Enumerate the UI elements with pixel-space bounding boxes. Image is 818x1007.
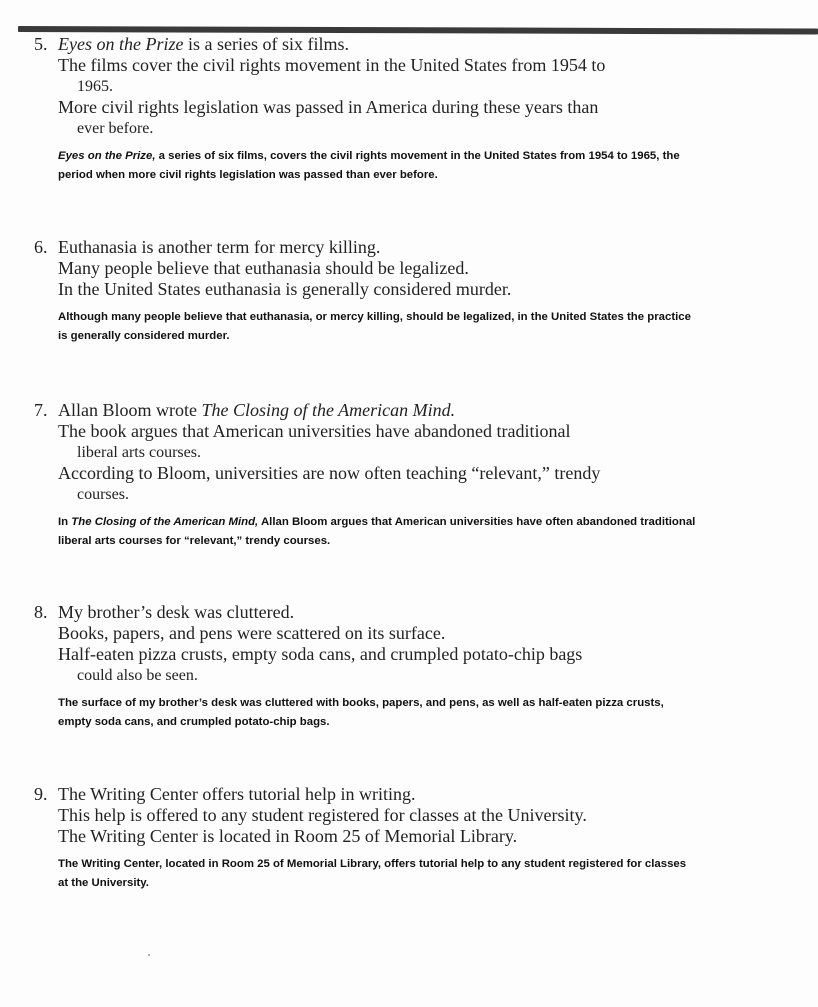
exercise-item-7 <box>34 400 694 551</box>
sentence-line: Euthanasia is another term for mercy killing. <box>58 237 381 257</box>
answer-text: Allan Bloom argues that American universities have often abandoned traditional liberal arts courses for “relevant,” trendy courses. <box>58 516 696 547</box>
combined-answer: The surface of my brother’s desk was cluttered with books, papers, and pens, as well as half-eaten pizza crusts, empty soda cans, and crumpled potato-chip bags. <box>58 697 664 728</box>
title-italic: Eyes on the Prize <box>58 34 184 54</box>
item-number: 9. <box>34 784 48 804</box>
item-number: 6. <box>34 237 48 257</box>
sentence-line: This help is offered to any student registered for classes at the University. <box>58 805 587 825</box>
answer-text: a series of six films, covers the civil rights movement in the United States from 1954 to 1965, the period when more civil rights legislation was passed than ever before. <box>58 150 680 181</box>
sentence-line: My brother’s desk was cluttered. <box>58 602 295 622</box>
sentence-text: Allan Bloom wrote <box>58 400 202 420</box>
sentence-line: The Writing Center offers tutorial help in writing. <box>58 784 416 804</box>
sentence-line: The Writing Center is located in Room 25 of Memorial Library. <box>58 826 518 846</box>
combined-answer <box>58 147 698 185</box>
sentence-line: Half-eaten pizza crusts, empty soda cans, and crumpled potato-chip bags <box>58 644 583 664</box>
sentence-continuation: ever before. <box>77 120 154 137</box>
sentence-line: Books, papers, and pens were scattered on its surface. <box>58 623 446 643</box>
combined-answer: Although many people believe that euthanasia, or mercy killing, should be legalized, in the United States the practice is generally considered murder. <box>58 311 691 342</box>
sentence-line <box>58 34 694 55</box>
title-italic: The Closing of the American Mind. <box>201 400 456 420</box>
scan-speck <box>148 954 150 956</box>
exercise-item-9 <box>34 784 694 893</box>
combined-answer <box>58 513 698 551</box>
answer-italic: The Closing of the American Mind, <box>71 516 259 528</box>
exercise-item-5 <box>34 34 694 185</box>
sentence-continuation: liberal arts courses. <box>77 444 201 461</box>
sentence-continuation: could also be seen. <box>77 667 198 684</box>
sentence-line: The films cover the civil rights movement in the United States from 1954 to <box>58 55 606 75</box>
sentence-line: The book argues that American universities have abandoned traditional <box>58 421 571 441</box>
sentence-continuation: courses. <box>77 486 129 503</box>
sentence-text: is a series of six films. <box>183 34 349 54</box>
item-number: 8. <box>34 602 48 622</box>
sentence-line: More civil rights legislation was passed in America during these years than <box>58 97 599 117</box>
combined-answer: The Writing Center, located in Room 25 of Memorial Library, offers tutorial help to any student registered for classes at the University. <box>58 858 687 889</box>
item-number: 7. <box>34 400 48 420</box>
sentence-line: In the United States euthanasia is generally considered murder. <box>58 279 512 299</box>
sentence-line <box>58 400 694 421</box>
item-number: 5. <box>34 34 48 54</box>
exercise-item-6 <box>34 237 694 346</box>
sentence-line: Many people believe that euthanasia should be legalized. <box>58 258 469 278</box>
exercise-item-8 <box>34 602 694 732</box>
sentence-line: According to Bloom, universities are now often teaching “relevant,” trendy <box>58 463 601 483</box>
sentence-continuation: 1965. <box>77 78 113 95</box>
answer-italic: Eyes on the Prize, <box>58 150 156 162</box>
answer-prefix: In <box>58 516 72 528</box>
